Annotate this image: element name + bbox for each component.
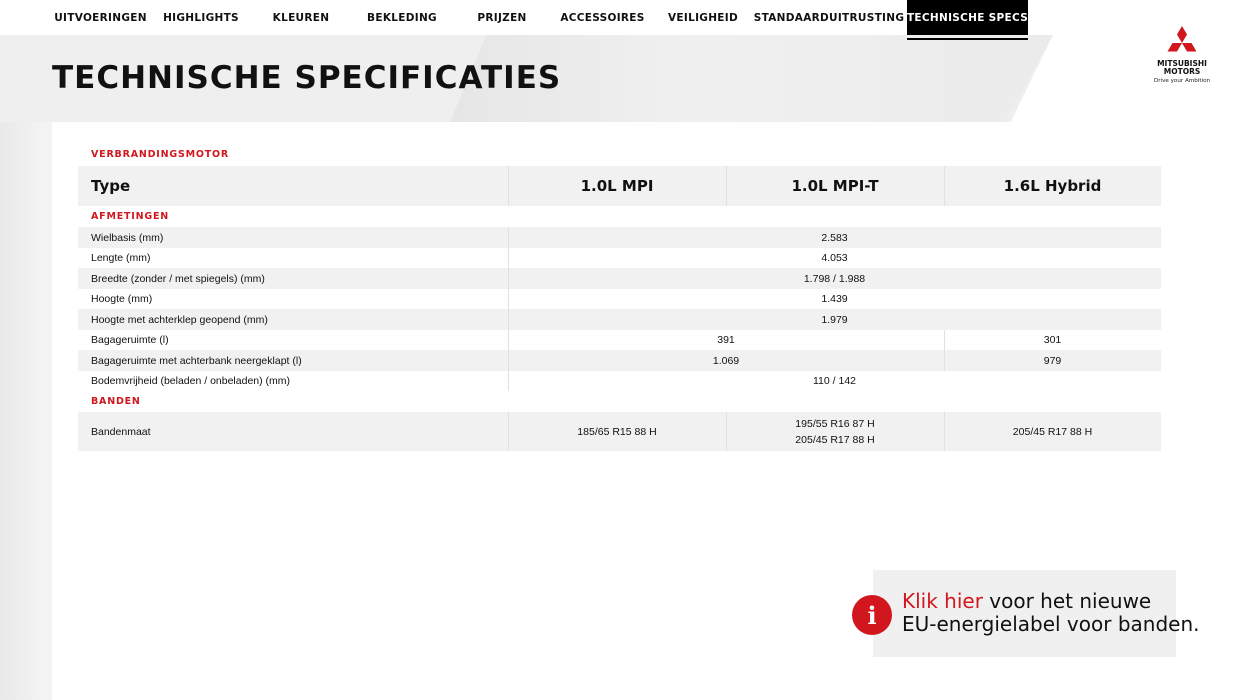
row-label: Lengte (mm) bbox=[91, 252, 151, 264]
row-value-combustion: 391 bbox=[717, 334, 735, 346]
nav-item-highlights[interactable]: HIGHLIGHTS bbox=[163, 11, 239, 24]
nav-item-prijzen[interactable]: PRIJZEN bbox=[477, 11, 527, 24]
row-label: Hoogte (mm) bbox=[91, 293, 153, 305]
row-value: 1.979 bbox=[821, 313, 848, 326]
table-row bbox=[78, 289, 1161, 309]
row-value-hybrid: 301 bbox=[1043, 334, 1062, 346]
nav-item-kleuren[interactable]: KLEUREN bbox=[272, 11, 330, 24]
nav-item-bekleding[interactable]: BEKLEDING bbox=[367, 11, 437, 24]
type-label: Type bbox=[91, 177, 131, 195]
logo-name-line2: MOTORS bbox=[1163, 67, 1201, 76]
active-tab-indicator bbox=[907, 38, 1028, 40]
tire-size-mpi-t bbox=[726, 412, 944, 451]
nav-item-accessoires[interactable]: ACCESSOIRES bbox=[560, 11, 645, 24]
nav-item-uitvoeringen[interactable]: UITVOERINGEN bbox=[54, 11, 147, 24]
info-icon: i bbox=[852, 595, 892, 635]
row-label: Hoogte met achterklep geopend (mm) bbox=[91, 313, 268, 326]
row-value-combustion: 1.069 bbox=[712, 354, 740, 367]
row-value: 1.439 bbox=[821, 293, 848, 305]
top-nav bbox=[0, 0, 1244, 35]
table-row bbox=[78, 371, 1161, 391]
tire-size-mpi-t-line2: 205/45 R17 88 H bbox=[795, 433, 875, 446]
section-label-tires: BANDEN bbox=[91, 396, 141, 407]
table-row bbox=[78, 350, 1161, 371]
row-label: Bandenmaat bbox=[91, 425, 151, 438]
logo-tagline: Drive your Ambition bbox=[1153, 78, 1211, 84]
row-label: Bagageruimte (l) bbox=[91, 334, 169, 346]
table-row bbox=[78, 412, 1161, 451]
table-row bbox=[78, 330, 1161, 350]
table-row bbox=[78, 309, 1161, 330]
section-label-dimensions: AFMETINGEN bbox=[91, 211, 169, 222]
row-label: Breedte (zonder / met spiegels) (mm) bbox=[91, 272, 265, 285]
table-row bbox=[78, 227, 1161, 248]
nav-item-veiligheid[interactable]: VEILIGHEID bbox=[667, 11, 738, 24]
row-value: 110 / 142 bbox=[812, 375, 856, 387]
three-diamonds-icon bbox=[1163, 26, 1201, 60]
type-col-mpi-t: 1.0L MPI-T bbox=[791, 177, 879, 195]
row-label: Bodemvrijheid (beladen / onbeladen) (mm) bbox=[91, 375, 291, 387]
type-col-hybrid: 1.6L Hybrid bbox=[1003, 177, 1102, 195]
logo-name-line1: MITSUBISHI bbox=[1157, 59, 1207, 68]
row-label: Bagageruimte met achterbank neergeklapt (l) bbox=[91, 354, 302, 367]
tire-size-hybrid: 205/45 R17 88 H bbox=[1012, 425, 1093, 438]
nav-item-technische-specs[interactable]: TECHNISCHE SPECS bbox=[907, 0, 1028, 35]
row-value: 4.053 bbox=[821, 252, 848, 264]
page-title: TECHNISCHE SPECIFICATIES bbox=[52, 60, 562, 96]
info-text-line2: EU-energielabel voor banden. bbox=[902, 612, 1200, 636]
type-col-mpi: 1.0L MPI bbox=[580, 177, 654, 195]
tire-size-mpi: 185/65 R15 88 H bbox=[577, 425, 657, 438]
row-value: 1.798 / 1.988 bbox=[803, 272, 866, 285]
table-row bbox=[78, 268, 1161, 289]
table-row bbox=[78, 248, 1161, 268]
info-text-line1: voor het nieuwe bbox=[982, 589, 1152, 613]
type-header-row bbox=[78, 166, 1161, 206]
nav-item-standaarduitrusting[interactable]: STANDAARDUITRUSTING bbox=[753, 11, 905, 24]
klik-hier-link[interactable]: Klik hier bbox=[902, 589, 983, 613]
row-value: 2.583 bbox=[821, 231, 848, 244]
row-label: Wielbasis (mm) bbox=[91, 231, 164, 244]
section-label-engine: VERBRANDINGSMOTOR bbox=[91, 149, 230, 160]
energy-label-info-text bbox=[902, 590, 1199, 636]
row-value-hybrid: 979 bbox=[1043, 354, 1062, 367]
brand-logo[interactable] bbox=[1146, 26, 1218, 92]
tire-size-mpi-t-line1: 195/55 R16 87 H bbox=[795, 417, 875, 430]
